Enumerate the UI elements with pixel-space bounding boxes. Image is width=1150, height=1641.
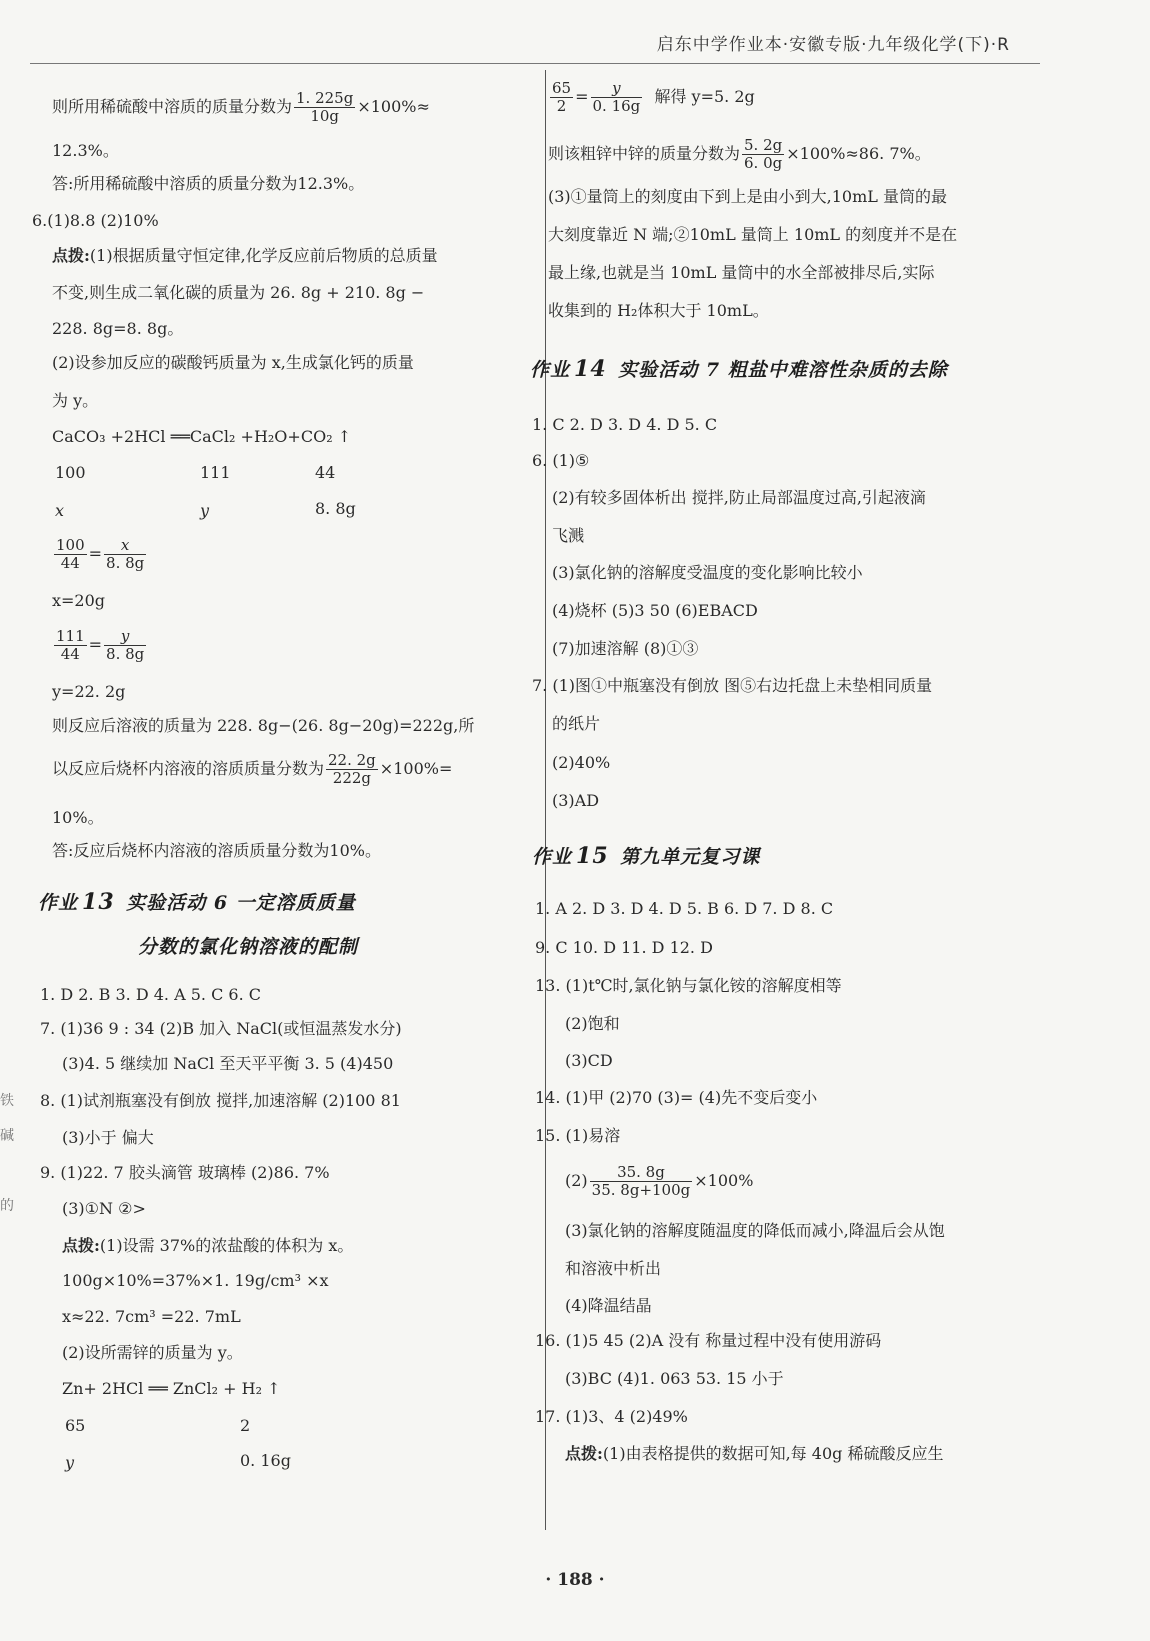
text-line: 为 y。 <box>52 391 99 410</box>
homework-13-subtitle: 分数的氯化钠溶液的配制 <box>138 936 359 958</box>
text-line: (3)①量筒上的刻度由下到上是由小到大,10mL 量筒的最 <box>548 187 947 206</box>
answer-line: 的纸片 <box>552 714 601 733</box>
equation: CaCO₃ +2HCl ══CaCl₂ +H₂O+CO₂ ↑ <box>52 427 352 446</box>
answer-line: (2)饱和 <box>565 1014 620 1033</box>
answer-line: 9. C 10. D 11. D 12. D <box>535 938 713 957</box>
answer-line: (3)氯化钠的溶解度随温度的降低而减小,降温后会从饱 <box>565 1221 945 1240</box>
value: 65 <box>65 1416 86 1435</box>
answer-line: (3)氯化钠的溶解度受温度的变化影响比较小 <box>552 563 863 582</box>
answer-line: (4)降温结晶 <box>565 1296 652 1315</box>
answer-line: 6. (1)⑤ <box>532 451 590 470</box>
answer-line: (3)4. 5 继续加 NaCl 至天平平衡 3. 5 (4)450 <box>62 1054 394 1073</box>
edge-char: 铁 <box>0 1093 14 1109</box>
answer-line: 9. (1)22. 7 胶头滴管 玻璃棒 (2)86. 7% <box>40 1163 330 1182</box>
homework-14-title: 作业 14 实验活动 7 粗盐中难溶性杂质的去除 <box>530 356 948 382</box>
homework-15-title: 作业 15 第九单元复习课 <box>532 843 761 869</box>
text-line: 答:所用稀硫酸中溶质的质量分数为12.3%。 <box>52 174 365 193</box>
value: y <box>65 1453 75 1472</box>
text-line: 收集到的 H₂体积大于 10mL。 <box>548 301 769 320</box>
answer-line: (3)①N ②> <box>62 1199 146 1218</box>
value: 111 <box>200 463 231 482</box>
answer-line: 15. (1)易溶 <box>535 1126 621 1145</box>
text-line: (2)设参加反应的碳酸钙质量为 x,生成氯化钙的质量 <box>52 353 414 372</box>
text-line: y=22. 2g <box>52 682 126 701</box>
edge-char: 碱 <box>0 1128 14 1144</box>
text-line: 228. 8g=8. 8g。 <box>52 319 184 338</box>
header-rule <box>30 63 1040 64</box>
answer-6: 6.(1)8.8 (2)10% <box>32 211 159 230</box>
answer-line: 7. (1)36 9 : 34 (2)B 加入 NaCl(或恒温蒸发水分) <box>40 1019 402 1038</box>
value: 8. 8g <box>315 499 356 518</box>
value: 44 <box>315 463 336 482</box>
answer-line: 1. C 2. D 3. D 4. D 5. C <box>532 415 718 434</box>
answer-line: 8. (1)试剂瓶塞没有倒放 搅拌,加速溶解 (2)100 81 <box>40 1091 401 1110</box>
text-line: 不变,则生成二氧化碳的质量为 26. 8g + 210. 8g − <box>52 283 425 302</box>
text-line: x=20g <box>52 591 106 610</box>
answer-line: 和溶液中析出 <box>565 1259 662 1278</box>
answer-line: 1. D 2. B 3. D 4. A 5. C 6. C <box>40 985 261 1004</box>
text-line: 点拨:(1)根据质量守恒定律,化学反应前后物质的总质量 <box>52 246 438 265</box>
text-line: 答:反应后烧杯内溶液的溶质质量分数为10%。 <box>52 841 381 860</box>
text-line: 最上缘,也就是当 10mL 量筒中的水全部被排尽后,实际 <box>548 263 935 282</box>
proportion: $\frac{65}{2}$ = $\frac{y}{0. 16g}$ 解得 y=5. 2g <box>552 79 755 115</box>
answer-line: (3)CD <box>565 1051 613 1070</box>
text-line: 点拨:(1)设需 37%的浓盐酸的体积为 x。 <box>62 1236 354 1255</box>
value: x <box>55 501 65 520</box>
answer-line: (2)有较多固体析出 搅拌,防止局部温度过高,引起液滴 <box>552 488 926 507</box>
answer-line: (7)加速溶解 (8)①③ <box>552 639 699 658</box>
answer-line: (4)烧杯 (5)3 50 (6)EBACD <box>552 601 758 620</box>
text-line: 大刻度靠近 N 端;②10mL 量筒上 10mL 的刻度并不是在 <box>548 225 958 244</box>
answer-line: (2) $\frac{35. 8g}{35. 8g+100g}$ ×100% <box>565 1163 754 1199</box>
text-line: 10%。 <box>52 808 104 827</box>
text-line: 以反应后烧杯内溶液的溶质质量分数为 $\frac{22. 2g}{222g}$ ×100%= <box>52 751 453 787</box>
text-line: 则反应后溶液的质量为 228. 8g−(26. 8g−20g)=222g,所 <box>52 716 475 735</box>
text-line: 12.3%。 <box>52 141 119 160</box>
running-header: 启东中学作业本·安徽专版·九年级化学(下)·R <box>656 35 1010 55</box>
edge-char: 的 <box>0 1198 14 1214</box>
answer-line: 14. (1)甲 (2)70 (3)= (4)先不变后变小 <box>535 1088 818 1107</box>
proportion: $\frac{111}{44}$ = $\frac{y}{8. 8g}$ <box>56 627 145 663</box>
answer-line: 16. (1)5 45 (2)A 没有 称量过程中没有使用游码 <box>535 1331 882 1350</box>
text-line: x≈22. 7cm³ =22. 7mL <box>62 1307 241 1326</box>
text-line: 100g×10%=37%×1. 19g/cm³ ×x <box>62 1271 329 1290</box>
value: 100 <box>55 463 86 482</box>
fraction: $\frac{1. 225g}{10g}$ <box>296 89 354 125</box>
answer-line: 1. A 2. D 3. D 4. D 5. B 6. D 7. D 8. C <box>535 899 834 918</box>
answer-line: 飞溅 <box>552 526 585 545</box>
answer-line: (3)小于 偏大 <box>62 1128 154 1147</box>
text-line: 点拨:(1)由表格提供的数据可知,每 40g 稀硫酸反应生 <box>565 1444 944 1463</box>
answer-line: 13. (1)t℃时,氯化钠与氯化铵的溶解度相等 <box>535 976 842 995</box>
answer-line: (3)BC (4)1. 063 53. 15 小于 <box>565 1369 784 1388</box>
text-line: (2)设所需锌的质量为 y。 <box>62 1343 243 1362</box>
answer-line: (3)AD <box>552 791 600 810</box>
proportion: $\frac{100}{44}$ = $\frac{x}{8. 8g}$ <box>56 536 145 572</box>
answer-line: 7. (1)图①中瓶塞没有倒放 图⑤右边托盘上未垫相同质量 <box>532 676 933 695</box>
text-line: 则该粗锌中锌的质量分数为 $\frac{5. 2g}{6. 0g}$ ×100%≈86. 7%。 <box>548 136 931 172</box>
equation: Zn+ 2HCl ══ ZnCl₂ + H₂ ↑ <box>62 1379 281 1398</box>
answer-line: 17. (1)3、4 (2)49% <box>535 1407 688 1426</box>
homework-13-title: 作业 13 实验活动 6 一定溶质质量 <box>38 889 356 915</box>
text-line: 则所用稀硫酸中溶质的质量分数为 $\frac{1. 225g}{10g}$ ×100%≈ <box>52 89 430 125</box>
value: y <box>200 501 210 520</box>
value: 0. 16g <box>240 1451 291 1470</box>
value: 2 <box>240 1416 251 1435</box>
column-divider <box>545 70 546 1530</box>
page-number: · 188 · <box>545 1570 605 1590</box>
answer-line: (2)40% <box>552 753 611 772</box>
